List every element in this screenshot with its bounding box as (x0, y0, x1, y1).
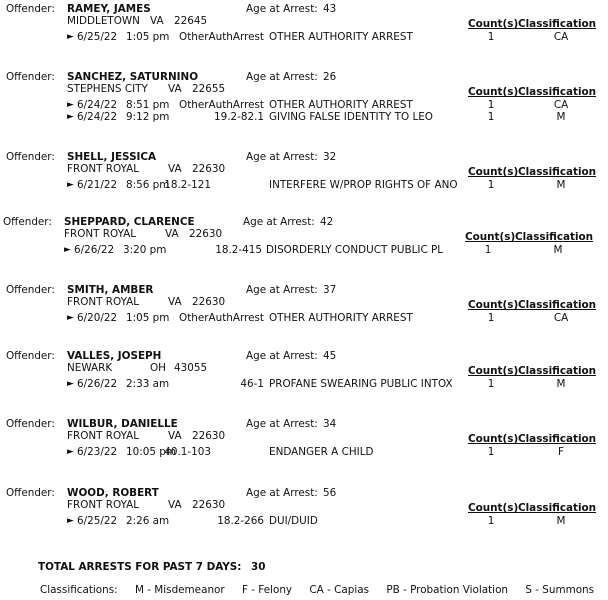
offender-label: Offender: (6, 284, 55, 296)
age-label: Age at Arrest: (246, 418, 318, 430)
charge-classification: CA (553, 312, 569, 324)
total-arrests (38, 561, 266, 573)
charge-date: 6/20/22 (77, 312, 118, 324)
charge-date: 6/21/22 (77, 179, 118, 191)
legend-item: F - Felony (241, 584, 293, 596)
charge-count: 1 (487, 378, 495, 390)
charge-count: 1 (487, 31, 495, 43)
offender-block (0, 487, 608, 549)
charge-date: 6/25/22 (77, 515, 118, 527)
counts-header: Count(s) (468, 166, 519, 178)
offender-state: VA (168, 163, 182, 175)
charge-description: GIVING FALSE IDENTITY TO LEO (269, 111, 433, 123)
counts-header: Count(s) (468, 433, 519, 445)
charge-time: 3:20 pm (123, 244, 167, 256)
counts-header: Count(s) (465, 231, 516, 243)
charge-code: 18.2-121 (164, 179, 211, 191)
offender-city: FRONT ROYAL (67, 296, 140, 308)
offender-block (0, 3, 608, 65)
offender-name: RAMEY, JAMES (67, 3, 151, 15)
age-value: 26 (323, 71, 337, 83)
charge-description: PROFANE SWEARING PUBLIC INTOX (269, 378, 453, 390)
charge-classification: M (556, 378, 566, 390)
counts-header: Count(s) (468, 86, 519, 98)
charge-bullet-icon: ► (67, 180, 74, 190)
offender-city: STEPHENS CITY (67, 83, 148, 95)
charge-code: OtherAuthArrest (179, 99, 264, 111)
charge-date: 6/24/22 (77, 111, 118, 123)
charge-time: 10:05 pm (126, 446, 176, 458)
offender-label: Offender: (6, 418, 55, 430)
offender-state: VA (168, 296, 182, 308)
legend-item: M - Misdemeanor (134, 584, 225, 596)
offender-zip: 22630 (192, 499, 226, 511)
charge-time: 8:56 pm (126, 179, 170, 191)
charge-time: 9:12 pm (126, 111, 170, 123)
offender-city: MIDDLETOWN (67, 15, 140, 27)
classification-header: Classification (518, 86, 597, 98)
legend-label: Classifications: (40, 584, 118, 596)
charge-code: OtherAuthArrest (179, 312, 264, 324)
offender-block (0, 418, 608, 480)
total-arrests-value: 30 (251, 561, 266, 573)
charge-count: 1 (487, 446, 495, 458)
charge-bullet-icon: ► (67, 516, 74, 526)
offender-city: FRONT ROYAL (64, 228, 137, 240)
offender-name: WOOD, ROBERT (67, 487, 159, 499)
offender-zip: 43055 (174, 362, 208, 374)
charge-classification: M (556, 111, 566, 123)
legend-item: PB - Probation Violation (386, 584, 509, 596)
age-value: 43 (323, 3, 337, 15)
classification-header: Classification (518, 365, 597, 377)
classification-header: Classification (518, 166, 597, 178)
charge-date: 6/25/22 (77, 31, 118, 43)
offender-block (0, 71, 608, 133)
charge-bullet-icon: ► (67, 313, 74, 323)
offender-city: FRONT ROYAL (67, 430, 140, 442)
offender-name: SMITH, AMBER (67, 284, 154, 296)
charge-code: 19.2-82.1 (213, 111, 264, 123)
age-label: Age at Arrest: (243, 216, 315, 228)
charge-count: 1 (484, 244, 492, 256)
offender-name: SHELL, JESSICA (67, 151, 157, 163)
offender-zip: 22630 (192, 430, 226, 442)
charge-classification: CA (553, 31, 569, 43)
charge-time: 2:26 am (126, 515, 170, 527)
charge-bullet-icon: ► (67, 447, 74, 457)
offender-label: Offender: (6, 487, 55, 499)
charge-code: 46-1 (240, 378, 264, 390)
offender-block (0, 216, 608, 278)
age-label: Age at Arrest: (246, 284, 318, 296)
offender-state: VA (150, 15, 164, 27)
charge-classification: M (556, 179, 566, 191)
classification-header: Classification (515, 231, 594, 243)
offender-label: Offender: (6, 151, 55, 163)
age-value: 56 (323, 487, 337, 499)
classification-header: Classification (518, 502, 597, 514)
charge-time: 1:05 pm (126, 31, 170, 43)
charge-time: 2:33 am (126, 378, 170, 390)
offender-label: Offender: (6, 71, 55, 83)
charge-count: 1 (487, 99, 495, 111)
offender-block (0, 284, 608, 346)
charge-description: OTHER AUTHORITY ARREST (269, 312, 413, 324)
charge-count: 1 (487, 179, 495, 191)
age-value: 32 (323, 151, 337, 163)
offender-name: SHEPPARD, CLARENCE (64, 216, 195, 228)
age-value: 45 (323, 350, 337, 362)
age-label: Age at Arrest: (246, 3, 318, 15)
charge-classification: M (556, 515, 566, 527)
classification-header: Classification (518, 18, 597, 30)
charge-description: OTHER AUTHORITY ARREST (269, 31, 413, 43)
offender-block (0, 151, 608, 213)
charge-classification: CA (553, 99, 569, 111)
charge-time: 1:05 pm (126, 312, 170, 324)
charge-description: DISORDERLY CONDUCT PUBLIC PL (266, 244, 444, 256)
offender-label: Offender: (6, 3, 55, 15)
charge-classification: F (558, 446, 564, 458)
offender-zip: 22630 (189, 228, 223, 240)
classification-header: Classification (518, 299, 597, 311)
charge-description: INTERFERE W/PROP RIGHTS OF ANO (269, 179, 458, 191)
charge-date: 6/26/22 (77, 378, 118, 390)
charge-count: 1 (487, 312, 495, 324)
offender-state: VA (165, 228, 179, 240)
offender-name: VALLES, JOSEPH (67, 350, 162, 362)
age-value: 37 (323, 284, 337, 296)
legend-item: CA - Capias (309, 584, 370, 596)
counts-header: Count(s) (468, 365, 519, 377)
charge-bullet-icon: ► (67, 379, 74, 389)
total-arrests-label: TOTAL ARRESTS FOR PAST 7 DAYS: (38, 561, 242, 573)
offender-state: VA (168, 499, 182, 511)
charge-description: OTHER AUTHORITY ARREST (269, 99, 413, 111)
charge-code: 18.2-415 (215, 244, 262, 256)
charge-date: 6/24/22 (77, 99, 118, 111)
charge-bullet-icon: ► (67, 32, 74, 42)
charge-time: 8:51 pm (126, 99, 170, 111)
offender-city: NEWARK (67, 362, 113, 374)
age-label: Age at Arrest: (246, 487, 318, 499)
classification-legend (40, 584, 608, 596)
offender-name: WILBUR, DANIELLE (67, 418, 178, 430)
counts-header: Count(s) (468, 299, 519, 311)
charge-count: 1 (487, 515, 495, 527)
charge-code: 18.2-266 (217, 515, 264, 527)
charge-code: 40.1-103 (164, 446, 211, 458)
offender-zip: 22630 (192, 296, 226, 308)
offender-state: VA (168, 430, 182, 442)
offender-city: FRONT ROYAL (67, 499, 140, 511)
charge-date: 6/23/22 (77, 446, 118, 458)
age-value: 34 (323, 418, 337, 430)
charge-classification: M (553, 244, 563, 256)
offender-state: VA (168, 83, 182, 95)
age-label: Age at Arrest: (246, 71, 318, 83)
counts-header: Count(s) (468, 502, 519, 514)
offender-zip: 22655 (192, 83, 226, 95)
charge-code: OtherAuthArrest (179, 31, 264, 43)
legend-item: S - Summons (525, 584, 595, 596)
charge-bullet-icon: ► (67, 112, 74, 122)
counts-header: Count(s) (468, 18, 519, 30)
offender-block (0, 350, 608, 412)
charge-description: DUI/DUID (269, 515, 318, 527)
charge-bullet-icon: ► (64, 245, 71, 255)
age-label: Age at Arrest: (246, 350, 318, 362)
charge-count: 1 (487, 111, 495, 123)
offender-name: SANCHEZ, SATURNINO (67, 71, 199, 83)
offender-label: Offender: (6, 350, 55, 362)
offender-state: OH (150, 362, 166, 374)
classification-header: Classification (518, 433, 597, 445)
age-label: Age at Arrest: (246, 151, 318, 163)
offender-city: FRONT ROYAL (67, 163, 140, 175)
charge-description: ENDANGER A CHILD (269, 446, 374, 458)
offender-zip: 22645 (174, 15, 208, 27)
offender-label: Offender: (3, 216, 52, 228)
charge-bullet-icon: ► (67, 100, 74, 110)
offender-zip: 22630 (192, 163, 226, 175)
age-value: 42 (320, 216, 334, 228)
charge-date: 6/26/22 (74, 244, 115, 256)
